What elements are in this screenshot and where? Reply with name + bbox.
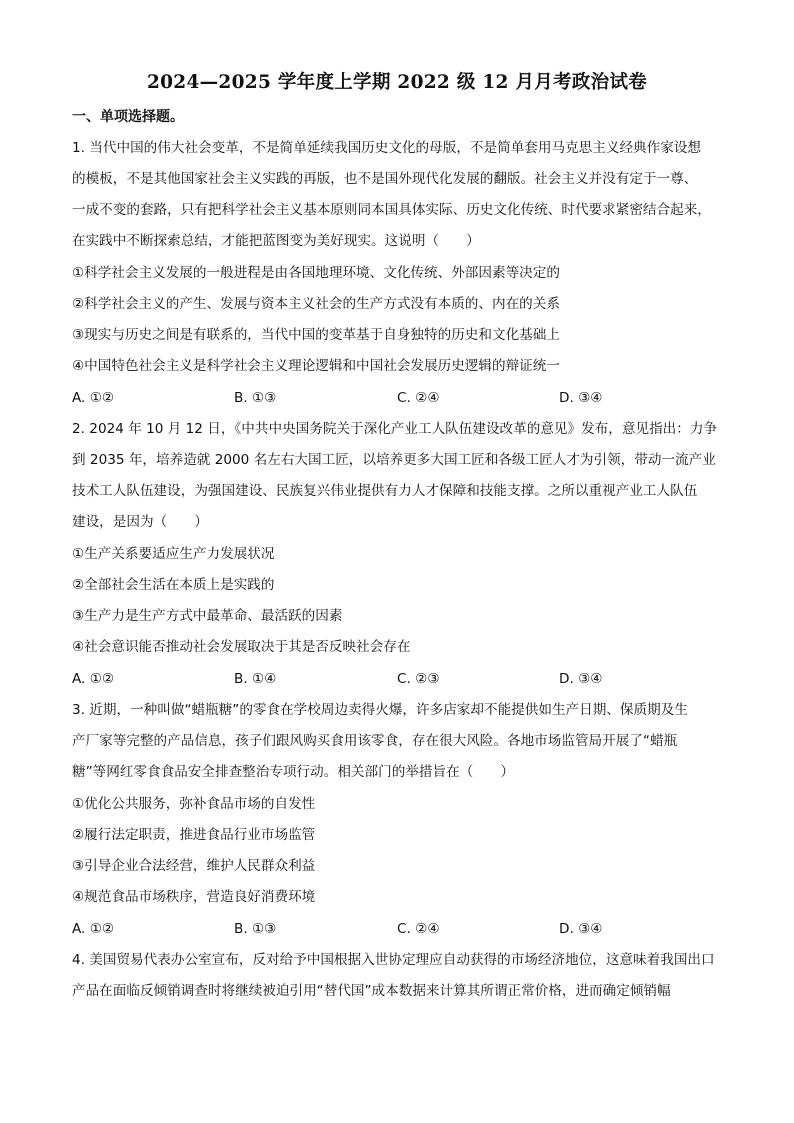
question-2-line-3: 技术工人队伍建设，为强国建设、民族复兴伟业提供有力人才保障和技能支撑。之所以重视产业工人队伍 xyxy=(72,483,698,499)
question-3-option-d[interactable]: D. ③④ xyxy=(559,921,603,937)
question-3-line-3: 糖”等网红零食食品安全排查整治专项行动。相关部门的举措旨在（ ） xyxy=(72,764,515,780)
question-3-statement-3: ③引导企业合法经营，维护人民群众利益 xyxy=(72,858,316,874)
question-2-statement-3: ③生产力是生产方式中最革命、最活跃的因素 xyxy=(72,608,343,624)
question-1-line-2: 的模板，不是其他国家社会主义实践的再版，也不是国外现代化发展的翻版。社会主义并没有定于一尊、 xyxy=(72,171,698,187)
question-2-option-a[interactable]: A. ①② xyxy=(72,671,115,687)
question-1-option-b[interactable]: B. ①③ xyxy=(234,390,277,406)
question-1-line-1: 1. 当代中国的伟大社会变革，不是简单延续我国历史文化的母版，不是简单套用马克思主义经典作家设想 xyxy=(72,140,702,156)
question-2-statement-2: ②全部社会生活在本质上是实践的 xyxy=(72,577,275,593)
question-4-line-2: 产品在面临反倾销调查时将继续被迫引用“替代国”成本数据来计算其所谓正常价格，进而确定倾销幅 xyxy=(72,983,671,999)
question-2-line-4: 建设，是因为（ ） xyxy=(72,514,208,530)
question-1-statement-2: ②科学社会主义的产生、发展与资本主义社会的生产方式没有本质的、内在的关系 xyxy=(72,296,560,312)
question-3-line-1: 3. 近期，一种叫做“蜡瓶糖”的零食在学校周边卖得火爆，许多店家却不能提供如生产日期、保质期及生 xyxy=(72,702,688,718)
question-2-option-b[interactable]: B. ①④ xyxy=(234,671,277,687)
question-3-option-a[interactable]: A. ①② xyxy=(72,921,115,937)
question-3-line-2: 产厂家等完整的产品信息，孩子们跟风购买食用该零食，存在很大风险。各地市场监管局开展了“蜡瓶 xyxy=(72,733,678,749)
page-title: 2024—2025 学年度上学期 2022 级 12 月月考政治试卷 xyxy=(146,72,648,93)
question-3-statement-4: ④规范食品市场秩序，营造良好消费环境 xyxy=(72,889,316,905)
question-1-option-c[interactable]: C. ②④ xyxy=(397,390,440,406)
section-heading: 一、单项选择题。 xyxy=(72,109,184,125)
question-1-line-3: 一成不变的套路，只有把科学社会主义基本原则同本国具体实际、历史文化传统、时代要求紧密结合起来， xyxy=(72,202,711,218)
question-1-statement-4: ④中国特色社会主义是科学社会主义理论逻辑和中国社会发展历史逻辑的辩证统一 xyxy=(72,358,560,374)
question-1-statement-1: ①科学社会主义发展的一般进程是由各国地理环境、文化传统、外部因素等决定的 xyxy=(72,265,560,281)
question-3-statement-2: ②履行法定职责，推进食品行业市场监管 xyxy=(72,827,316,843)
question-2-statement-4: ④社会意识能否推动社会发展取决于其是否反映社会存在 xyxy=(72,639,411,655)
question-3-option-b[interactable]: B. ①③ xyxy=(234,921,277,937)
question-4-line-1: 4. 美国贸易代表办公室宣布，反对给予中国根据入世协定理应自动获得的市场经济地位，这意味着我国出口 xyxy=(72,952,715,968)
question-1-line-4: 在实践中不断探索总结，才能把蓝图变为美好现实。这说明（ ） xyxy=(72,233,480,249)
question-2-option-d[interactable]: D. ③④ xyxy=(559,671,603,687)
question-2-line-2: 到 2035 年，培养造就 2000 名左右大国工匠，以培养更多大国工匠和各级工匠人才为引领，带动一流产业 xyxy=(72,452,716,468)
question-1-statement-3: ③现实与历史之间是有联系的，当代中国的变革基于自身独特的历史和文化基础上 xyxy=(72,327,560,343)
question-1-option-a[interactable]: A. ①② xyxy=(72,390,115,406)
question-1-option-d[interactable]: D. ③④ xyxy=(559,390,603,406)
question-3-option-c[interactable]: C. ②④ xyxy=(397,921,440,937)
question-2-statement-1: ①生产关系要适应生产力发展状况 xyxy=(72,546,275,562)
question-2-line-1: 2. 2024 年 10 月 12 日，《中共中央国务院关于深化产业工人队伍建设改革的意见》发布，意见指出：力争 xyxy=(72,421,718,437)
question-2-option-c[interactable]: C. ②③ xyxy=(397,671,440,687)
question-3-statement-1: ①优化公共服务，弥补食品市场的自发性 xyxy=(72,796,316,812)
